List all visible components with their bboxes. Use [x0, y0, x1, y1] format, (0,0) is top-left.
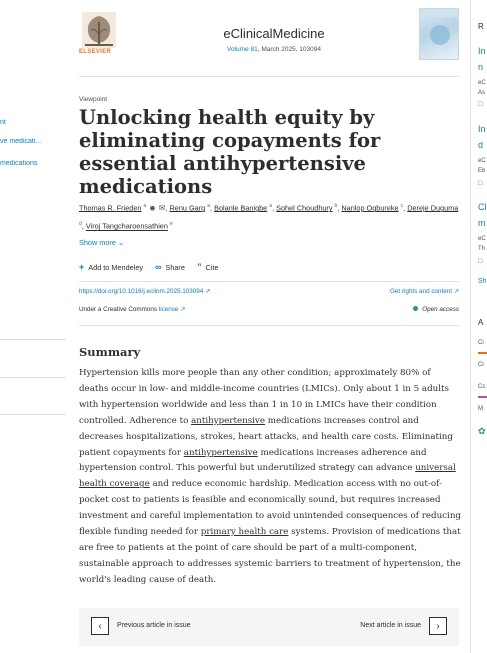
term-link[interactable]: primary health care — [200, 527, 289, 538]
recommended-meta: Th — [478, 246, 486, 252]
recommended-meta: eC — [478, 158, 486, 164]
affiliation-marker[interactable]: a — [143, 203, 147, 209]
author-list: Thomas R. Frieden $^a$ ☻ ✉, Renu Garg $^a$, Bolanle Banigbe $^a$, Sohel Choudhury $^b$, Nanlop Ogbureke $^c$, Dereje Duguma $^d$, Viroj Tangcharoensathien $^e$ — [79, 203, 459, 231]
previous-article-button[interactable] — [91, 617, 109, 635]
doi-row — [79, 288, 459, 295]
author-link[interactable]: Nanlop Ogbureke — [341, 203, 399, 213]
pdf-icon[interactable]: □ — [478, 180, 483, 187]
outline-item[interactable]: medications — [0, 160, 38, 167]
show-more-button[interactable] — [79, 238, 124, 247]
term-link[interactable]: antihypertensive — [183, 447, 258, 458]
author-link[interactable]: Bolanle Banigbe — [214, 203, 268, 213]
journal-volume — [179, 46, 369, 53]
metric-label: M — [478, 406, 483, 412]
outline-item[interactable]: nt — [0, 119, 6, 126]
affiliation-marker[interactable]: a — [207, 203, 211, 209]
term-link[interactable]: antihypertensive — [191, 415, 265, 426]
metric-label: Cc — [478, 384, 486, 390]
next-article-label[interactable]: Next article in issue — [360, 622, 421, 629]
divider — [0, 414, 66, 415]
recommended-title[interactable]: d — [478, 140, 484, 150]
recommended-title[interactable]: m — [478, 218, 486, 228]
license-text: Under a Creative Commons — [79, 306, 159, 313]
affiliation-marker[interactable]: b — [334, 203, 338, 209]
email-icon[interactable]: ✉ — [158, 203, 166, 213]
panel-heading: A — [478, 318, 484, 327]
affiliation-marker[interactable]: a — [269, 203, 273, 209]
show-more-link[interactable]: Sh — [478, 278, 487, 285]
article-title: Unlocking health equity by eliminating copayments for essential antihypertensive medications — [79, 106, 381, 198]
author-link[interactable]: Renu Garg — [169, 203, 206, 213]
article-header — [79, 0, 461, 72]
plus-icon: + — [79, 262, 85, 272]
recommended-title[interactable]: Cl — [478, 202, 487, 212]
recommended-meta: As — [478, 90, 486, 96]
open-access-label: Open access — [422, 306, 459, 313]
previous-article-label[interactable]: Previous article in issue — [117, 622, 191, 629]
add-to-mendeley-button[interactable] — [79, 262, 143, 272]
show-more-label: Show more — [79, 238, 116, 247]
cite-button[interactable] — [197, 262, 218, 272]
chevron-right-icon: › — [436, 620, 440, 632]
pdf-icon[interactable]: □ — [478, 258, 483, 265]
recommended-meta: eC — [478, 80, 486, 86]
chevron-left-icon: ‹ — [98, 620, 102, 632]
divider — [79, 281, 459, 282]
affiliation-marker[interactable]: d — [79, 221, 82, 228]
recommended-title[interactable]: In — [478, 46, 486, 56]
author-link[interactable]: Dereje Duguma — [407, 203, 459, 213]
pdf-icon[interactable]: □ — [478, 101, 483, 108]
volume-link[interactable]: Volume 81 — [227, 46, 258, 53]
recommended-meta: eC — [478, 236, 486, 242]
affiliation-marker[interactable]: c — [400, 203, 404, 209]
share-button[interactable] — [155, 262, 185, 272]
divider — [79, 325, 459, 326]
elsevier-logo[interactable] — [79, 10, 119, 50]
author-link[interactable]: Viroj Tangcharoensathien — [85, 221, 168, 231]
journal-title[interactable]: eClinicalMedicine — [223, 26, 325, 41]
issue-date: , March 2025, 103094 — [257, 46, 321, 53]
metric-label: Ci — [478, 362, 484, 368]
license-link[interactable]: license ↗ — [158, 306, 186, 313]
journal-cover-image[interactable] — [419, 8, 459, 60]
issue-pagination — [79, 608, 459, 646]
article-type: Viewpoint — [79, 96, 108, 103]
summary-text: Hypertension kills more people than any other condition; approximately 80% of deaths occur in low- and middle-income countries (LMICs). Only about 1 in 5 adults with hypertension worldwide and less than 1 in 10 in LMICs have their condition controlled. Adherence to antihypertensive medications increases control and decreases hospitalizations, strokes, heart attacks, and health care costs. Eliminating patient copayments for antihypertensive medications increases adherence and hypertension control. This powerful but underutilized strategy can advance universal health coverage and reduce economic hardship. Medication access with no out-of-pocket cost to patients is feasible and economically sound, but requires increased investment and careful implementation to avoid unintended consequences of reducing flexible funding needed for primary health care systems. Provision of medications that are free to patients at the point of care should be part of a multi-component, sustainable approach to addresses systemic barriers to treatment of hypertension, the world's leading cause of death. — [79, 368, 461, 585]
metric-label: Ci — [478, 340, 484, 346]
person-icon[interactable]: ☻ — [148, 203, 157, 213]
mendeley-label: Add to Mendeley — [88, 262, 144, 272]
affiliation-marker[interactable]: e — [169, 221, 173, 228]
license-row — [79, 306, 459, 313]
author-link[interactable]: Sohel Choudhury — [276, 203, 333, 213]
recommended-meta: Eb — [478, 168, 486, 174]
share-icon: ∞ — [155, 262, 162, 272]
cover-band — [420, 9, 458, 17]
divider — [0, 339, 66, 340]
share-label: Share — [165, 262, 185, 272]
next-article-button[interactable] — [429, 617, 447, 635]
chevron-down-icon: ⌄ — [117, 238, 125, 247]
panel-heading: R — [478, 22, 484, 31]
outline-item[interactable]: ve medicati… — [0, 138, 43, 145]
summary-heading: Summary — [79, 345, 141, 359]
open-access-badge — [413, 306, 459, 313]
publisher-wordmark: ELSEVIER — [79, 49, 112, 55]
doi-link[interactable]: https://doi.org/10.1016/j.eclinm.2025.103094 ↗ — [79, 288, 211, 295]
rights-link[interactable]: Get rights and content ↗ — [390, 288, 459, 295]
metric-bar — [478, 396, 487, 398]
recommended-articles-panel — [470, 0, 487, 653]
recommended-title[interactable]: n — [478, 62, 484, 72]
recommended-title[interactable]: In — [478, 124, 486, 134]
metric-bar — [478, 352, 487, 354]
article-actions — [79, 262, 218, 272]
quote-icon: ” — [196, 262, 202, 272]
plumx-icon[interactable]: ✿ — [478, 426, 486, 436]
term-link[interactable]: universal health coverage — [79, 463, 456, 490]
divider — [0, 377, 66, 378]
divider — [79, 76, 459, 77]
open-access-dot — [413, 306, 418, 311]
author-link[interactable]: Thomas R. Frieden — [79, 203, 142, 213]
outline-nav — [0, 0, 70, 653]
cover-art — [430, 25, 450, 45]
cite-label: Cite — [205, 262, 219, 272]
